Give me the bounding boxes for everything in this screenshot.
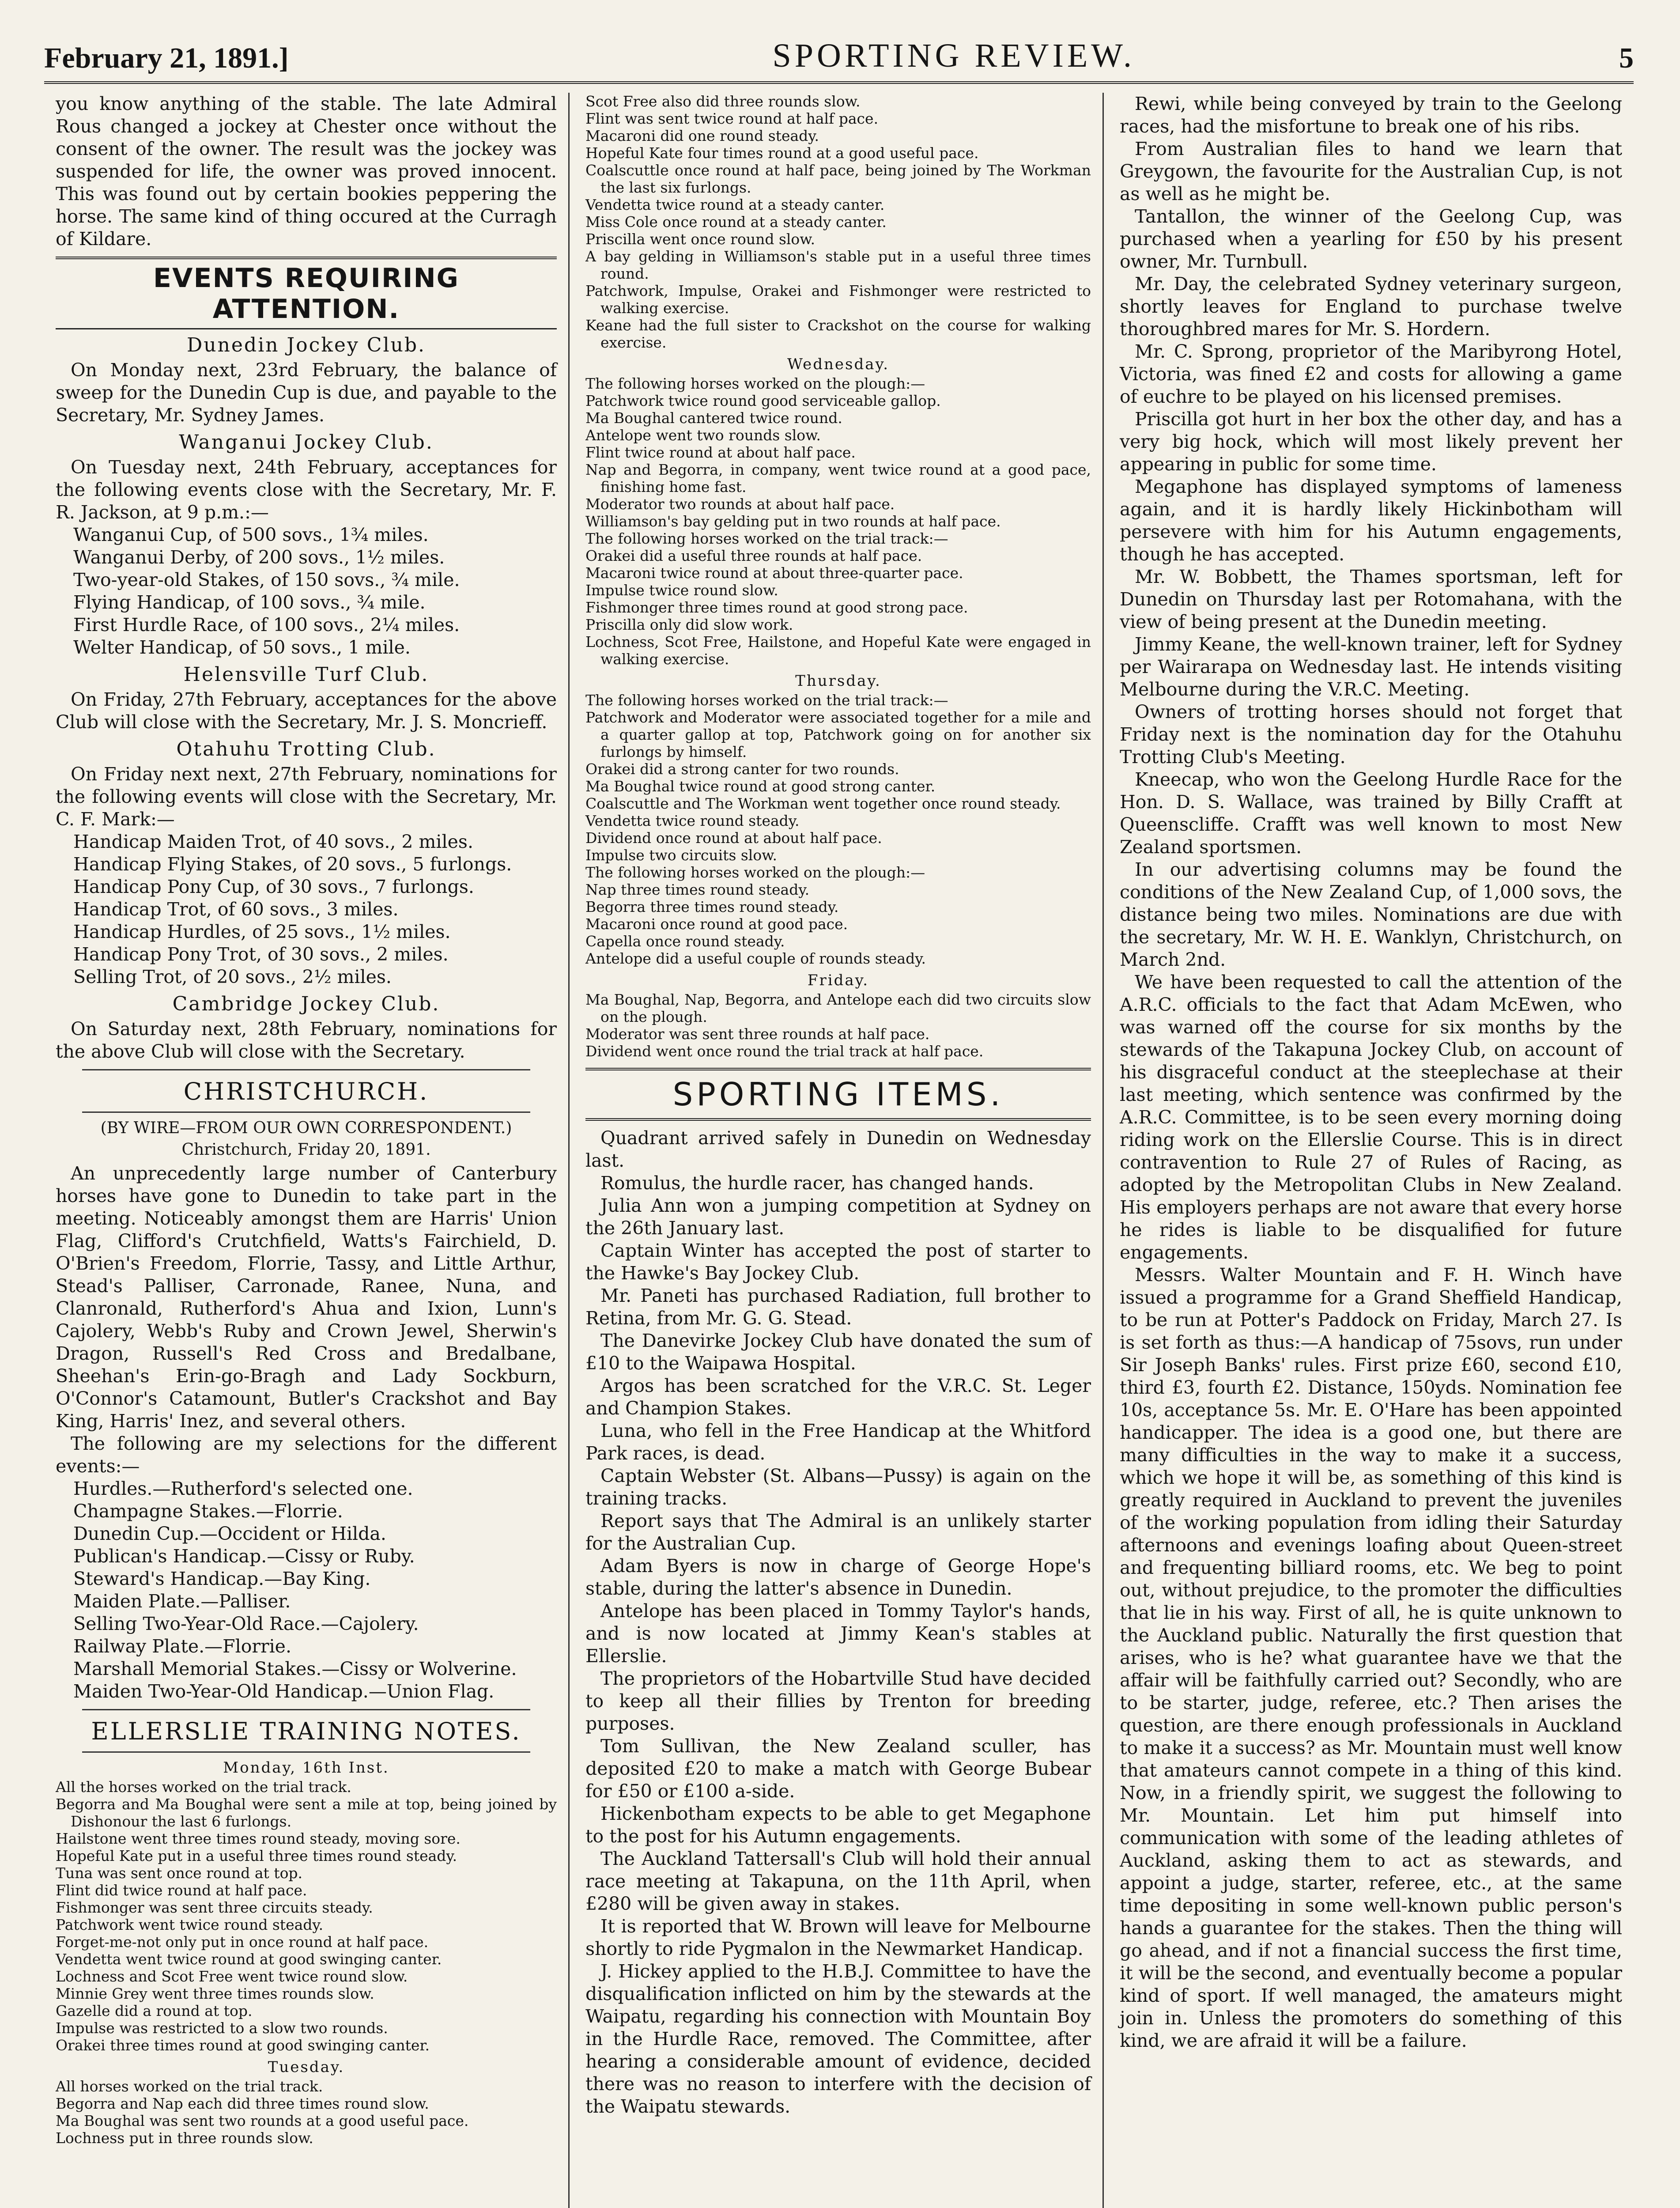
otahuhu-notice: On Friday next next, 27th February, nominations for the following events will close with the Secretary, Mr. C. F. Mark:—	[56, 764, 557, 830]
training-note: All the horses worked on the trial track.	[56, 1778, 351, 1796]
column-1	[44, 93, 570, 2208]
christchurch-report: An unprecedently large number of Canterbury horses have gone to Dunedin to take part in the meeting. Noticeably amongst them are Harris' Union Flag, Clifford's Crutchfield, Watts's Fairchield, D. O'Brien's Freedom, Florrie, Tassy, and Little Arthur, Stead's Palliser, Carronade, Ranee, Nuna, and Clanronald, Rutherford's Ahua and Ixion, Lunn's Cajolery, Webb's Ruby and Crown Jewel, Sherwin's Dragon, Russell's Red Cross and Bredalbane, Sheehan's Erin-go-Bragh and Lady Sockburn, O'Connor's Catamount, Butler's Crackshot and Bay King, Harris' Inez, and several others.	[56, 1163, 557, 1432]
training-note: Hopeful Kate put in a useful three times round steady.	[56, 1847, 457, 1864]
training-note: Vendetta went twice round at good swinging canter.	[56, 1951, 442, 1968]
training-note: Macaroni did one round steady.	[585, 127, 819, 144]
training-note: Patchwork went twice round steady.	[56, 1916, 324, 1933]
event-item: Wanganui Cup, of 500 sovs., 1¾ miles.	[73, 524, 429, 545]
sporting-items-heading: SPORTING ITEMS.	[585, 1068, 1091, 1121]
event-item: Wanganui Derby, of 200 sovs., 1½ miles.	[73, 547, 445, 568]
selection-item: Dunedin Cup.—Occident or Hilda.	[73, 1523, 386, 1544]
training-note: Impulse twice round slow.	[585, 582, 778, 599]
training-note: Macaroni once round at good pace.	[585, 915, 848, 933]
masthead	[44, 18, 1634, 84]
training-note: Keane had the full sister to Crackshot on the course for walking exercise.	[585, 317, 1091, 351]
event-item: Flying Handicap, of 100 sovs., ¾ mile.	[73, 592, 426, 613]
training-note: Begorra and Nap each did three times round slow.	[56, 2095, 429, 2112]
event-item: Welter Handicap, of 50 sovs., 1 mile.	[73, 637, 411, 658]
training-note: Lochness, Scot Free, Hailstone, and Hopeful Kate were engaged in walking exercise.	[585, 633, 1091, 668]
helensville-notice: On Friday, 27th February, acceptances for the above Club will close with the Secretary, Mr. J. S. Moncrieff.	[56, 689, 557, 733]
dunedin-club-heading: Dunedin Jockey Club.	[186, 334, 426, 356]
news-paragraph: Mr. W. Bobbett, the Thames sportsman, left for Dunedin on Thursday last per Rotomahana, with the view of being present at the Dunedin meeting.	[1120, 566, 1622, 632]
training-note: Orakei did a strong canter for two rounds.	[585, 760, 899, 778]
selection-item: Maiden Plate.—Palliser.	[73, 1591, 291, 1612]
column-2	[574, 93, 1104, 2208]
sporting-item: Romulus, the hurdle racer, has changed hands.	[600, 1172, 1034, 1194]
training-note: Dividend went once round the trial track at half pace.	[585, 1043, 984, 1060]
training-note: Vendetta twice round at a steady canter.	[585, 196, 885, 213]
sporting-item: The Auckland Tattersall's Club will hold their annual race meeting at Takapuna, on the 11th April, when £280 will be given away in stakes.	[585, 1848, 1091, 1914]
divider	[82, 1751, 530, 1753]
publication-title: SPORTING REVIEW.	[772, 37, 1136, 74]
training-note: Hopeful Kate four times round at a good useful pace.	[585, 144, 979, 162]
training-note: Moderator was sent three rounds at half pace.	[585, 1025, 930, 1043]
training-note: Vendetta twice round steady.	[585, 812, 800, 829]
selection-item: Selling Two-Year-Old Race.—Cajolery.	[73, 1613, 419, 1634]
helensville-club-heading: Helensville Turf Club.	[183, 663, 429, 686]
dunedin-notice: On Monday next, 23rd February, the balance of sweep for the Dunedin Cup is due, and payable to the Secretary, Mr. Sydney James.	[56, 359, 557, 426]
training-note: Priscilla went once round slow.	[585, 231, 815, 248]
news-paragraph: Jimmy Keane, the well-known trainer, left for Sydney per Wairarapa on Wednesday last. He intends visiting Melbourne during the V.R.C. Meeting.	[1120, 634, 1622, 700]
monday-heading: Monday, 16th Inst.	[223, 1759, 389, 1777]
event-item: Two-year-old Stakes, of 150 sovs., ¾ mile.	[73, 569, 460, 590]
cambridge-notice: On Saturday next, 28th February, nominations for the above Club will close with the Secretary.	[56, 1018, 557, 1062]
sporting-item: Captain Winter has accepted the post of starter to the Hawke's Bay Jockey Club.	[585, 1240, 1091, 1284]
training-note: Flint did twice round at half pace.	[56, 1882, 307, 1899]
wanganui-club-heading: Wanganui Jockey Club.	[179, 431, 434, 454]
wednesday-heading: Wednesday.	[787, 355, 890, 373]
divider	[82, 1709, 530, 1710]
news-paragraph: Messrs. Walter Mountain and F. H. Winch have issued a programme for a Grand Sheffield Handicap, to be run at Potter's Paddock on Friday, March 27. Is is set forth as thus:—A handicap of 75sovs, run under Sir Joseph Banks' rules. First prize £60, second £10, third £3, fourth £2. Distance, 150yds. Nomination fee 10s, acceptance 5s. Mr. E. O'Hare has been appointed handicapper. The idea is a good one, but there are many difficulties in the way to make it a success, which we hope it will be, as something of this kind is greatly required in Auckland to prevent the juveniles of the working population from idling their Saturday afternoons and evenings loafing about Queen-street and frequenting billiard rooms, etc. We beg to point out, without prejudice, to the promoter the difficulties that lie in his way. First of all, he is quite unknown to the Auckland public. Naturally the first question that arises, who is he? what guarantee have we that the affair will be faithfully carried out? Secondly, who are to be starter, judge, referee, etc.? Then arises the question, are there enough professionals in Auckland to make it a success? as Mr. Mountain must well know that amateurs cannot compete in a thing of this kind. Now, in a friendly spirit, we suggest the following to Mr. Mountain. Let him put himself into communication with some of the leading athletes of Auckland, asking them to act as stewards, and appoint a judge, starter, referee, etc., at the same time depositing in some well-known public person's hands a guarantee for the stakes. Then the thing will go ahead, and if not a financial success the first time, it will be the second, and eventually become a popular kind of sport. If well managed, the amateurs might join in. Unless the promoters do something of this kind, we are afraid it will be a failure.	[1120, 1264, 1622, 2051]
training-note: Fishmonger three times round at good strong pace.	[585, 599, 968, 616]
event-item: Selling Trot, of 20 sovs., 2½ miles.	[73, 966, 392, 987]
selection-item: Steward's Handicap.—Bay King.	[73, 1568, 371, 1589]
sporting-item: It is reported that W. Brown will leave for Melbourne shortly to ride Pygmalon in the Newmarket Handicap.	[585, 1916, 1091, 1959]
training-note: Capella once round steady.	[585, 933, 785, 950]
selection-item: Hurdles.—Rutherford's selected one.	[73, 1478, 413, 1499]
tuesday-heading: Tuesday.	[268, 2058, 345, 2076]
training-note: The following horses worked on the plough:—	[585, 864, 925, 881]
training-note: Fishmonger was sent three circuits steady.	[56, 1899, 373, 1916]
training-note: Antelope went two rounds slow.	[585, 427, 821, 444]
dateline: Christchurch, Friday 20, 1891.	[181, 1141, 431, 1159]
news-paragraph: Rewi, while being conveyed by train to the Geelong races, had the misfortune to break one of his ribs.	[1120, 93, 1622, 137]
training-note: Gazelle did a round at top.	[56, 2002, 253, 2019]
training-note: Tuna was sent once round at top.	[56, 1864, 303, 1882]
sporting-item: The Danevirke Jockey Club have donated the sum of £10 to the Waipawa Hospital.	[585, 1330, 1091, 1374]
news-paragraph: Priscilla got hurt in her box the other day, and has a very big hock, which will most likely prevent her appearing in public for some time.	[1120, 408, 1622, 475]
news-paragraph: Megaphone has displayed symptoms of lameness again, and it is hardly likely Hickinbotham will persevere with him for his Autumn engagements, though he has accepted.	[1120, 476, 1622, 565]
ellerslie-heading: ELLERSLIE TRAINING NOTES.	[91, 1717, 521, 1745]
column-3	[1108, 93, 1634, 2208]
training-note: Ma Boughal, Nap, Begorra, and Antelope each did two circuits slow on the plough.	[585, 991, 1091, 1025]
event-item: First Hurdle Race, of 100 sovs., 2¼ miles.	[73, 614, 460, 635]
training-note: Nap and Begorra, in company, went twice round at a good pace, finishing home fast.	[585, 461, 1091, 495]
news-paragraph: Tantallon, the winner of the Geelong Cup, was purchased when a yearling for £50 by his present owner, Mr. Turnbull.	[1120, 206, 1622, 272]
training-note: Lochness and Scot Free went twice round slow.	[56, 1968, 408, 1985]
sporting-item: Hickenbotham expects to be able to get Megaphone to the post for his Autumn engagements.	[585, 1803, 1091, 1847]
news-paragraph: In our advertising columns may be found the conditions of the New Zealand Cup, of 1,000 sovs, the distance being two miles. Nominations are due with the secretary, Mr. W. H. E. Wanklyn, Christchurch, on March 2nd.	[1120, 859, 1622, 970]
training-note: The following horses worked on the plough:—	[585, 375, 925, 392]
news-paragraph: Kneecap, who won the Geelong Hurdle Race for the Hon. D. S. Wallace, was trained by Billy Crafft at Queenscliffe. Crafft was well known to most New Zealand sportsmen.	[1120, 769, 1622, 858]
issue-date: February 21, 1891.]	[44, 42, 289, 74]
training-note: Coalscuttle once round at half pace, being joined by The Workman the last six furlongs.	[585, 162, 1091, 196]
cambridge-club-heading: Cambridge Jockey Club.	[172, 993, 440, 1015]
training-note: Flint twice round at about half pace.	[585, 444, 856, 461]
events-heading: EVENTS REQUIRING ATTENTION.	[56, 257, 557, 329]
event-item: Handicap Trot, of 60 sovs., 3 miles.	[73, 899, 399, 920]
news-paragraph: Owners of trotting horses should not forget that Friday next is the nomination day for the Otahuhu Trotting Club's Meeting.	[1120, 701, 1622, 768]
news-paragraph: Mr. C. Sprong, proprietor of the Maribyrong Hotel, Victoria, was fined £2 and costs for allowing a game of euchre to be played on his licensed premises.	[1120, 341, 1622, 407]
training-note: The following horses worked on the trial track:—	[585, 692, 948, 709]
event-item: Handicap Pony Cup, of 30 sovs., 7 furlongs.	[73, 876, 474, 897]
training-note: Macaroni twice round at about three-quarter pace.	[585, 564, 963, 582]
training-note: Begorra and Ma Boughal were sent a mile at top, being joined by Dishonour the last 6 furlongs.	[56, 1796, 557, 1830]
training-note: Hailstone went three times round steady, moving sore.	[56, 1830, 461, 1847]
event-item: Handicap Pony Trot, of 30 sovs., 2 miles.	[73, 944, 449, 965]
training-note: Ma Boughal was sent two rounds at a good useful pace.	[56, 2112, 469, 2129]
sporting-item: The proprietors of the Hobartville Stud have decided to keep all their fillies by Trenton for breeding purposes.	[585, 1668, 1091, 1734]
training-note: Flint was sent twice round at half pace.	[585, 110, 879, 127]
selection-item: Marshall Memorial Stakes.—Cissy or Wolverine.	[73, 1658, 517, 1679]
training-note: Williamson's bay gelding put in two rounds at half pace.	[585, 513, 1001, 530]
sporting-item: J. Hickey applied to the H.B.J. Committee to have the disqualification inflicted on him by the stewards at the Waipatu, regarding his connection with Mountain Boy in the Hurdle Race, removed. The Committee, after hearing a considerable amount of evidence, decided there was no reason to interfere with the decision of the Waipatu stewards.	[585, 1961, 1091, 2117]
training-note: Orakei three times round at good swinging canter.	[56, 2037, 430, 2054]
sporting-item: Adam Byers is now in charge of George Hope's stable, during the latter's absence in Dunedin.	[585, 1555, 1091, 1599]
training-note: Coalscuttle and The Workman went together once round steady.	[585, 795, 1061, 812]
sporting-item: Julia Ann won a jumping competition at Sydney on the 26th January last.	[585, 1195, 1091, 1239]
training-note: Begorra three times round steady.	[585, 898, 839, 915]
divider	[82, 1069, 530, 1070]
byline: (BY WIRE—FROM OUR OWN CORRESPONDENT.)	[100, 1119, 512, 1137]
otahuhu-club-heading: Otahuhu Trotting Club.	[176, 738, 436, 760]
training-note: Ma Boughal cantered twice round.	[585, 409, 842, 427]
training-note: Impulse two circuits slow.	[585, 847, 778, 864]
training-note: Patchwork twice round good serviceable gallop.	[585, 392, 941, 409]
news-paragraph: From Australian files to hand we learn that Greygown, the favourite for the Australian Cup, is not as well as he might be.	[1120, 138, 1622, 204]
training-note: Dividend once round at about half pace.	[585, 829, 882, 847]
friday-heading: Friday.	[807, 972, 869, 989]
training-note: Minnie Grey went three times rounds slow.	[56, 1985, 374, 2002]
training-note: The following horses worked on the trial track:—	[585, 530, 948, 547]
page-number: 5	[1619, 42, 1634, 74]
selection-item: Railway Plate.—Florrie.	[73, 1636, 291, 1657]
training-note: Impulse was restricted to a slow two rounds.	[56, 2019, 388, 2037]
training-note: Patchwork and Moderator were associated together for a mile and a quarter gallop at top, Patchwork going on for another six furlongs by himself.	[585, 709, 1091, 760]
wanganui-notice: On Tuesday next, 24th February, acceptances for the following events close with the Secretary, Mr. F. R. Jackson, at 9 p.m.:—	[56, 457, 557, 523]
training-note: A bay gelding in Williamson's stable put in a useful three times round.	[585, 248, 1091, 282]
selection-item: Publican's Handicap.—Cissy or Ruby.	[73, 1546, 415, 1567]
training-note: Ma Boughal twice round at good strong canter.	[585, 778, 936, 795]
training-note: Moderator two rounds at about half pace.	[585, 495, 895, 513]
sporting-item: Mr. Paneti has purchased Radiation, full brother to Retina, from Mr. G. G. Stead.	[585, 1285, 1091, 1329]
event-item: Handicap Flying Stakes, of 20 sovs., 5 furlongs.	[73, 854, 512, 875]
training-note: Scot Free also did three rounds slow.	[585, 93, 861, 110]
thursday-heading: Thursday.	[795, 672, 881, 690]
sporting-item: Luna, who fell in the Free Handicap at the Whitford Park races, is dead.	[585, 1420, 1091, 1464]
training-note: Miss Cole once round at a steady canter.	[585, 213, 887, 231]
columns	[44, 93, 1634, 2208]
event-item: Handicap Maiden Trot, of 40 sovs., 2 miles.	[73, 831, 473, 852]
training-note: Nap three times round steady.	[585, 881, 810, 898]
training-note: Antelope did a useful couple of rounds steady.	[585, 950, 926, 967]
training-note: Orakei did a useful three rounds at half pace.	[585, 547, 922, 564]
selections-intro: The following are my selections for the different events:—	[56, 1433, 557, 1477]
sporting-item: Argos has been scratched for the V.R.C. St. Leger and Champion Stakes.	[585, 1375, 1091, 1419]
selection-item: Champagne Stakes.—Florrie.	[73, 1501, 343, 1522]
training-note: All horses worked on the trial track.	[56, 2078, 323, 2095]
event-item: Handicap Hurdles, of 25 sovs., 1½ miles.	[73, 921, 451, 942]
sporting-item: Antelope has been placed in Tommy Taylor's hands, and is now located at Jimmy Kean's stables at Ellerslie.	[585, 1600, 1091, 1667]
sporting-item: Captain Webster (St. Albans—Pussy) is again on the training tracks.	[585, 1465, 1091, 1509]
selection-item: Maiden Two-Year-Old Handicap.—Union Flag.	[73, 1681, 495, 1702]
intro-paragraph: you know anything of the stable. The late Admiral Rous changed a jockey at Chester once without the consent of the owner. The result was the jockey was suspended for life, the owner was proved innocent. This was found out by certain bookies peppering the horse. The same kind of thing occured at the Curragh of Kildare.	[56, 93, 557, 250]
christchurch-heading: CHRISTCHURCH.	[183, 1078, 429, 1105]
sporting-item: Quadrant arrived safely in Dunedin on Wednesday last.	[585, 1127, 1091, 1171]
training-note: Priscilla only did slow work.	[585, 616, 793, 633]
sporting-item: Report says that The Admiral is an unlikely starter for the Australian Cup.	[585, 1510, 1091, 1554]
training-note: Patchwork, Impulse, Orakei and Fishmonger were restricted to walking exercise.	[585, 282, 1091, 317]
divider	[82, 1112, 530, 1113]
training-note: Lochness put in three rounds slow.	[56, 2129, 313, 2147]
news-paragraph: Mr. Day, the celebrated Sydney veterinary surgeon, shortly leaves for England to purchase twelve thoroughbred mares for Mr. S. Hordern.	[1120, 273, 1622, 340]
training-note: Forget-me-not only put in once round at half pace.	[56, 1933, 429, 1951]
sporting-item: Tom Sullivan, the New Zealand sculler, has deposited £20 to make a match with George Bubear for £50 or £100 a-side.	[585, 1735, 1091, 1802]
news-paragraph: We have been requested to call the attention of the A.R.C. officials to the fact that Adam McEwen, who was warned off the course for six months by the stewards of the Takapuna Jockey Club, on account of his disgraceful conduct at the steeplechase at their last meeting, which sentence was confirmed by the A.R.C. Committee, is to be seen every morning doing riding work on the Ellerslie Course. This is in direct contravention to Rule 27 of Rules of Racing, as adopted by the Metropolitan Clubs in New Zealand. His employers perhaps are not aware that every horse he rides is liable to be disqualified for future engagements.	[1120, 972, 1622, 1263]
